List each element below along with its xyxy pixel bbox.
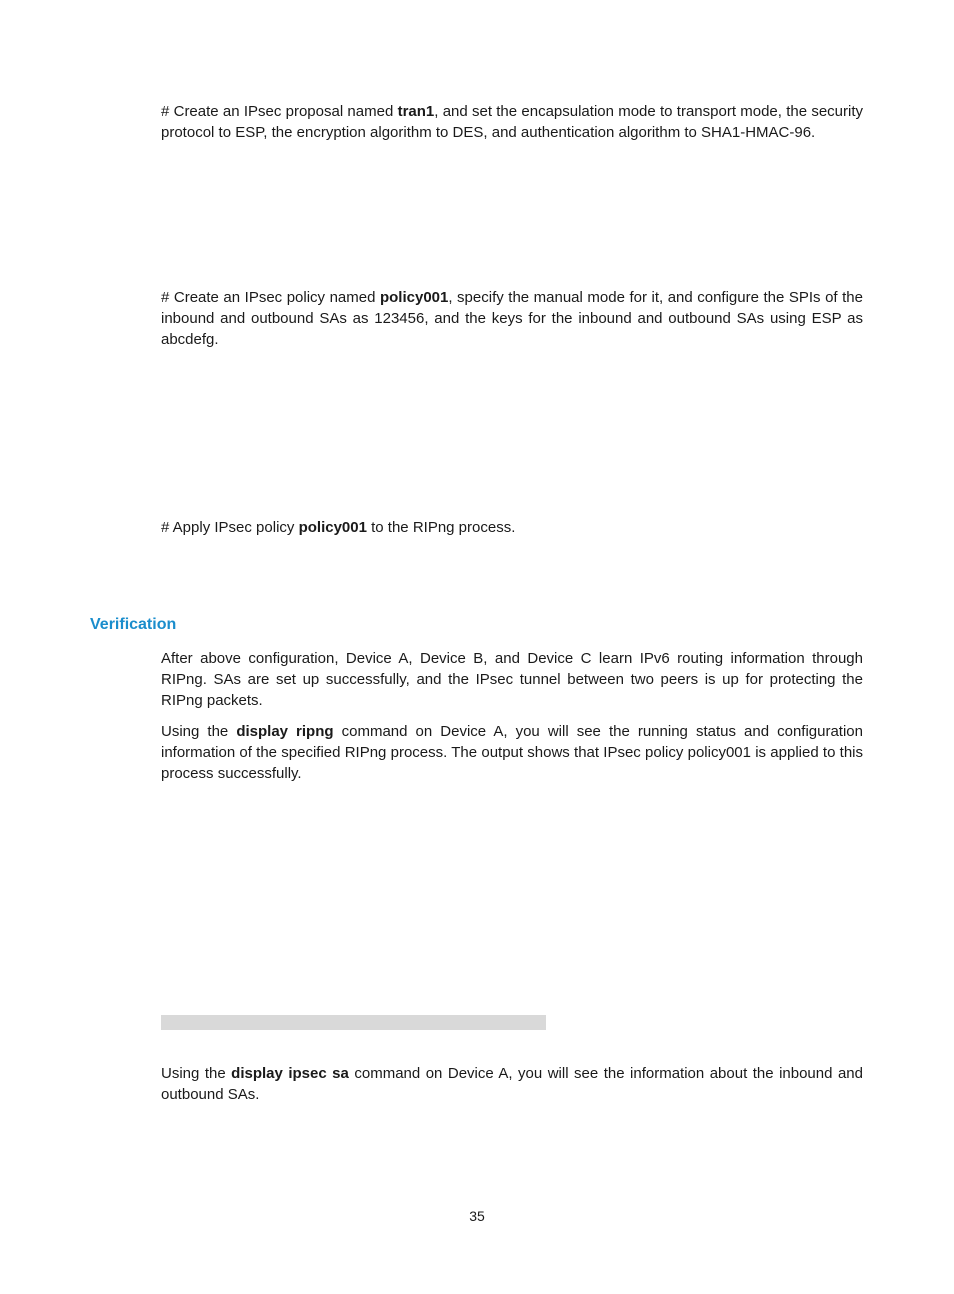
- apply-policy-instruction: # Apply IPsec policy policy001 to the RIPng process.: [161, 519, 516, 536]
- verification-paragraph: After above configuration, Device A, Device B, and Device C learn IPv6 routing information through RIPng. SAs are set up successfully, and the IPsec tunnel between two peers is up for protecting the RIPng packets.: [161, 650, 863, 709]
- display-ipsec-sa-command: display ipsec sa: [231, 1065, 349, 1082]
- section-heading-verification: Verification: [90, 616, 177, 633]
- highlight-bar: [161, 1015, 546, 1030]
- display-ripng-command: display ripng: [236, 723, 334, 740]
- display-ipsec-sa-paragraph: Using the display ipsec sa command on Device A, you will see the information about the inbound and outbound SAs.: [161, 1065, 863, 1103]
- proposal-name: tran1: [397, 103, 435, 120]
- display-ripng-paragraph: Using the display ripng command on Device A, you will see the running status and configuration information of the specified RIPng process. The output shows that IPsec policy policy001 is applied to this process successfully.: [161, 723, 863, 782]
- policy-instruction: # Create an IPsec policy named policy001, specify the manual mode for it, and configure the SPIs of the inbound and outbound SAs as 123456, and the keys for the inbound and outbound SAs using ESP as abcdefg.: [161, 289, 863, 348]
- applied-policy-name: policy001: [298, 519, 367, 536]
- page-number: 35: [469, 1208, 485, 1224]
- policy-name: policy001: [379, 289, 449, 306]
- proposal-instruction: # Create an IPsec proposal named tran1, and set the encapsulation mode to transport mode, the security protocol to ESP, the encryption algorithm to DES, and authentication algorithm to SHA1-HMAC-96.: [161, 103, 864, 141]
